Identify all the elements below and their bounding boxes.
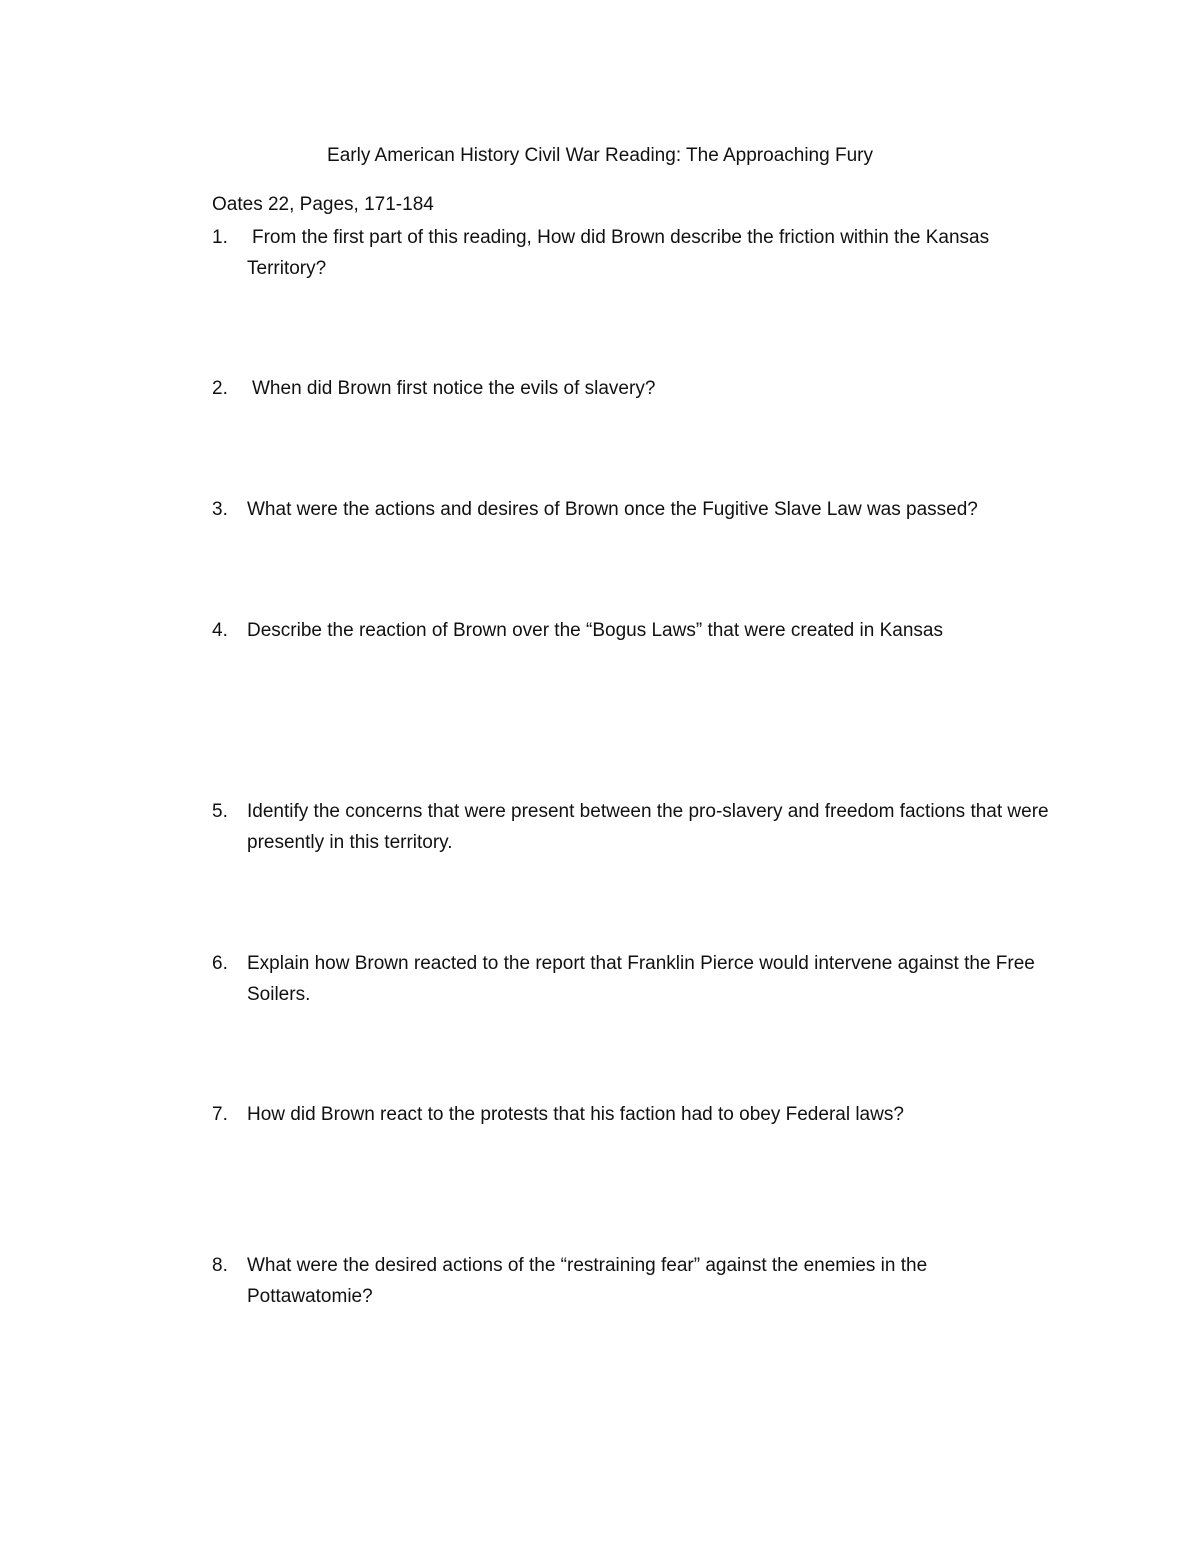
question-number: 2. (212, 378, 228, 399)
question-text: From the first part of this reading, How did Brown describe the friction within the Kansas Territory? (247, 227, 990, 279)
question-text: How did Brown react to the protests that his faction had to obey Federal laws? (247, 1104, 904, 1125)
document-title: Early American History Civil War Reading: The Approaching Fury (327, 145, 873, 166)
question-item (212, 615, 1052, 646)
question-number: 7. (212, 1104, 228, 1125)
question-number: 5. (212, 801, 228, 822)
question-number: 3. (212, 499, 228, 520)
question-text: Explain how Brown reacted to the report that Franklin Pierce would intervene against the Free Soilers. (247, 953, 1035, 1005)
question-number: 8. (212, 1255, 228, 1276)
question-text: When did Brown first notice the evils of slavery? (252, 378, 656, 399)
question-number: 6. (212, 953, 228, 974)
question-item (212, 1250, 1052, 1312)
question-item (212, 373, 1052, 404)
question-item (212, 796, 1052, 858)
question-text: What were the actions and desires of Brown once the Fugitive Slave Law was passed? (247, 499, 978, 520)
question-number: 4. (212, 620, 228, 641)
question-text: Identify the concerns that were present between the pro-slavery and freedom factions that were presently in this territory. (247, 801, 1049, 853)
question-item (212, 222, 1052, 284)
reading-source: Oates 22, Pages, 171-184 (212, 194, 434, 215)
question-text: Describe the reaction of Brown over the “Bogus Laws” that were created in Kansas (247, 620, 943, 641)
question-item (212, 494, 1052, 525)
question-text: What were the desired actions of the “restraining fear” against the enemies in the Pottawatomie? (247, 1255, 928, 1307)
question-number: 1. (212, 227, 228, 248)
question-item (212, 948, 1052, 1010)
question-item (212, 1099, 1052, 1130)
